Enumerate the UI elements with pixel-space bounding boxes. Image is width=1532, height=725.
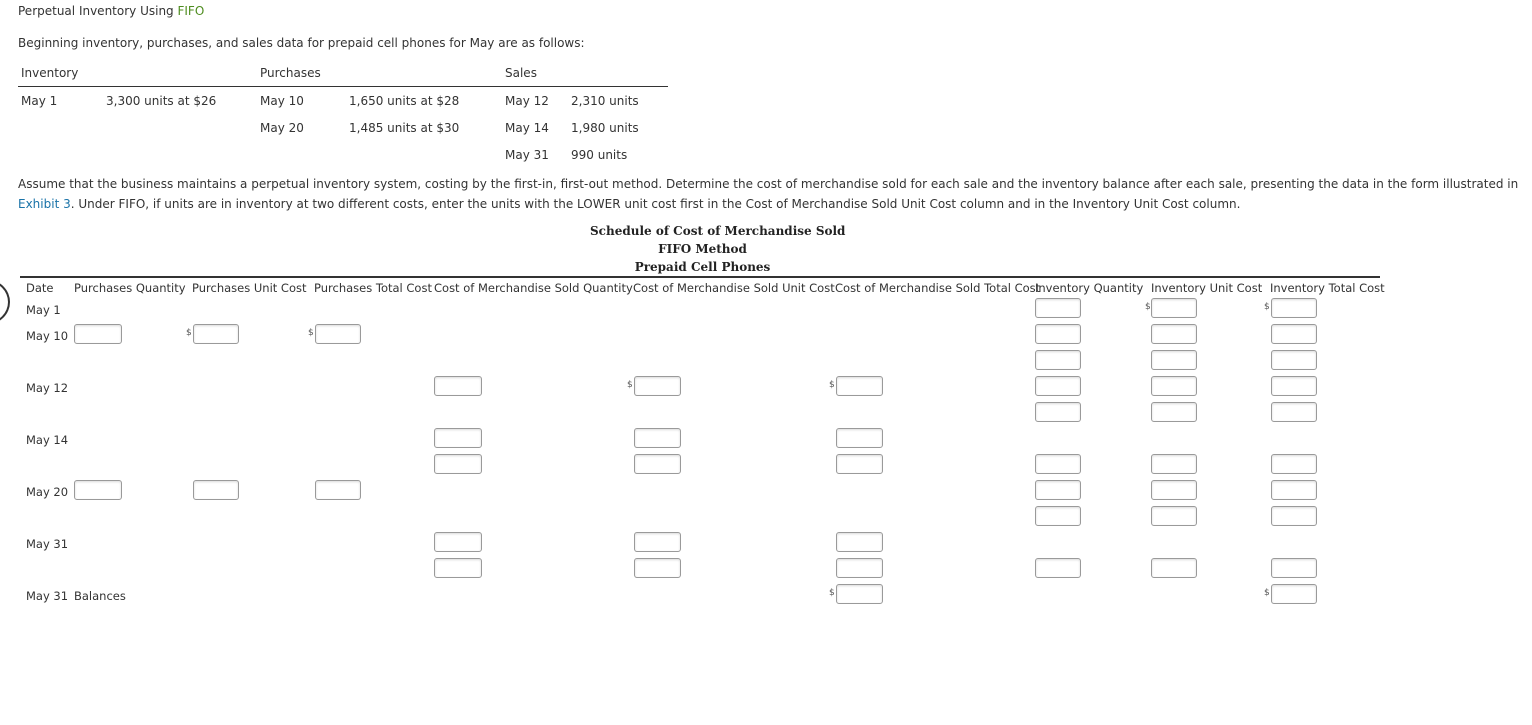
currency-symbol: $ — [308, 328, 314, 338]
row-date-may-31: May 31 — [26, 537, 69, 551]
col-cms-quantity: Cost of Merchandise Sold Quantity — [434, 281, 633, 295]
may1-inventory-quantity-input[interactable] — [1035, 298, 1081, 318]
may1-inventory-unit-cost-input[interactable] — [1151, 298, 1197, 318]
may10-inventory-unit-cost-input[interactable] — [1151, 324, 1197, 344]
page-title — [18, 4, 204, 18]
may31-cms-unit-cost-input-2[interactable] — [634, 558, 681, 578]
col-purchases-total-cost: Purchases Total Cost — [314, 281, 432, 295]
schedule-top-rule — [20, 276, 1380, 278]
exhibit-link[interactable]: Exhibit 3 — [18, 197, 71, 211]
may10-purchases-quantity-input[interactable] — [74, 324, 122, 344]
may14-inventory-total-cost-input[interactable] — [1271, 454, 1317, 474]
sale-detail: 1,980 units — [571, 121, 639, 135]
row-balances-label: Balances — [74, 589, 126, 603]
row-date-may-31-balances: May 31 — [26, 589, 69, 603]
row-date-may-1: May 1 — [26, 303, 61, 317]
may31-inventory-quantity-input[interactable] — [1035, 558, 1081, 578]
may20-purchases-quantity-input[interactable] — [74, 480, 122, 500]
instructions-text-2: . Under FIFO, if units are in inventory at two different costs, enter the units with the LOWER unit cost first in the Cost of Merchandise Sold Unit Cost column and in the Inventory Unit Cost column. — [70, 197, 1241, 211]
may10-inventory-quantity-input[interactable] — [1035, 324, 1081, 344]
may31-cms-quantity-input-2[interactable] — [434, 558, 482, 578]
col-inventory-unit-cost: Inventory Unit Cost — [1151, 281, 1263, 295]
may31-inventory-total-cost-input[interactable] — [1271, 558, 1317, 578]
may10-purchases-unit-cost-input[interactable] — [193, 324, 239, 344]
may12-inventory-total-cost-input-2[interactable] — [1271, 402, 1317, 422]
may12-cms-quantity-input[interactable] — [434, 376, 482, 396]
purchase-detail: 1,650 units at $28 — [349, 94, 460, 108]
may20-inventory-total-cost-input[interactable] — [1271, 480, 1317, 500]
may20-inventory-unit-cost-input[interactable] — [1151, 480, 1197, 500]
col-cms-unit-cost: Cost of Merchandise Sold Unit Cost — [633, 281, 835, 295]
may20-purchases-unit-cost-input[interactable] — [193, 480, 239, 500]
may31-cms-total-cost-input[interactable] — [836, 532, 883, 552]
currency-symbol: $ — [186, 328, 192, 338]
may14-inventory-quantity-input[interactable] — [1035, 454, 1081, 474]
instructions-text: Assume that the business maintains a perpetual inventory system, costing by the first-in, first-out method. Determine the cost of merchandise sold for each sale and the inventory balance after each sale, presenting the data in the form illustrated in — [18, 177, 1519, 191]
purchase-date: May 10 — [260, 94, 304, 108]
sale-date: May 14 — [505, 121, 549, 135]
schedule-item: Prepaid Cell Phones — [634, 260, 771, 274]
title-prefix: Perpetual Inventory Using — [18, 4, 178, 18]
may20-inventory-quantity-input-2[interactable] — [1035, 506, 1081, 526]
may14-cms-unit-cost-input-2[interactable] — [634, 454, 681, 474]
may12-inventory-unit-cost-input-2[interactable] — [1151, 402, 1197, 422]
header-inventory: Inventory — [21, 66, 79, 80]
may14-cms-quantity-input[interactable] — [434, 428, 482, 448]
may12-inventory-unit-cost-input[interactable] — [1151, 376, 1197, 396]
header-purchases: Purchases — [260, 66, 321, 80]
may10-purchases-total-cost-input[interactable] — [315, 324, 361, 344]
may12-inventory-quantity-input-2[interactable] — [1035, 402, 1081, 422]
schedule-title: Schedule of Cost of Merchandise Sold — [590, 224, 846, 238]
may12-inventory-total-cost-input[interactable] — [1271, 376, 1317, 396]
may20-purchases-total-cost-input[interactable] — [315, 480, 361, 500]
may10-inventory-total-cost-input-2[interactable] — [1271, 350, 1317, 370]
currency-symbol: $ — [1145, 302, 1151, 312]
may31-cms-total-cost-input-2[interactable] — [836, 558, 883, 578]
balances-inventory-total-cost-input[interactable] — [1271, 584, 1317, 604]
may31-inventory-unit-cost-input[interactable] — [1151, 558, 1197, 578]
may20-inventory-total-cost-input-2[interactable] — [1271, 506, 1317, 526]
sale-date: May 31 — [505, 148, 549, 162]
intro-text: Beginning inventory, purchases, and sales data for prepaid cell phones for May are as follows: — [18, 36, 585, 50]
col-inventory-quantity: Inventory Quantity — [1035, 281, 1144, 295]
currency-symbol: $ — [829, 380, 835, 390]
may31-cms-quantity-input[interactable] — [434, 532, 482, 552]
purchase-date: May 20 — [260, 121, 304, 135]
inventory-date: May 1 — [21, 94, 58, 108]
row-date-may-12: May 12 — [26, 381, 69, 395]
row-date-may-20: May 20 — [26, 485, 69, 499]
purchase-detail: 1,485 units at $30 — [349, 121, 460, 135]
header-sales: Sales — [505, 66, 537, 80]
may20-inventory-unit-cost-input-2[interactable] — [1151, 506, 1197, 526]
table-divider — [18, 86, 668, 87]
may14-cms-total-cost-input-2[interactable] — [836, 454, 883, 474]
currency-symbol: $ — [627, 380, 633, 390]
may20-inventory-quantity-input[interactable] — [1035, 480, 1081, 500]
sale-date: May 12 — [505, 94, 549, 108]
currency-symbol: $ — [829, 588, 835, 598]
schedule-method: FIFO Method — [658, 242, 747, 256]
may14-cms-total-cost-input[interactable] — [836, 428, 883, 448]
currency-symbol: $ — [1264, 588, 1270, 598]
may12-cms-total-cost-input[interactable] — [836, 376, 883, 396]
instructions — [18, 174, 1528, 214]
may14-cms-quantity-input-2[interactable] — [434, 454, 482, 474]
row-date-may-14: May 14 — [26, 433, 69, 447]
may14-inventory-unit-cost-input[interactable] — [1151, 454, 1197, 474]
col-cms-total-cost: Cost of Merchandise Sold Total Cost — [835, 281, 1041, 295]
may12-cms-unit-cost-input[interactable] — [634, 376, 681, 396]
sale-detail: 990 units — [571, 148, 628, 162]
may12-inventory-quantity-input[interactable] — [1035, 376, 1081, 396]
inventory-detail: 3,300 units at $26 — [106, 94, 217, 108]
col-date: Date — [26, 281, 54, 295]
currency-symbol: $ — [1264, 302, 1270, 312]
col-purchases-quantity: Purchases Quantity — [74, 281, 186, 295]
side-bracket — [0, 280, 10, 324]
may14-cms-unit-cost-input[interactable] — [634, 428, 681, 448]
col-purchases-unit-cost: Purchases Unit Cost — [192, 281, 307, 295]
balances-cms-total-cost-input[interactable] — [836, 584, 883, 604]
col-inventory-total-cost: Inventory Total Cost — [1270, 281, 1385, 295]
sale-detail: 2,310 units — [571, 94, 639, 108]
may1-inventory-total-cost-input[interactable] — [1271, 298, 1317, 318]
may10-inventory-unit-cost-input-2[interactable] — [1151, 350, 1197, 370]
title-method: FIFO — [177, 4, 205, 18]
may10-inventory-quantity-input-2[interactable] — [1035, 350, 1081, 370]
may31-cms-unit-cost-input[interactable] — [634, 532, 681, 552]
may10-inventory-total-cost-input[interactable] — [1271, 324, 1317, 344]
row-date-may-10: May 10 — [26, 329, 69, 343]
